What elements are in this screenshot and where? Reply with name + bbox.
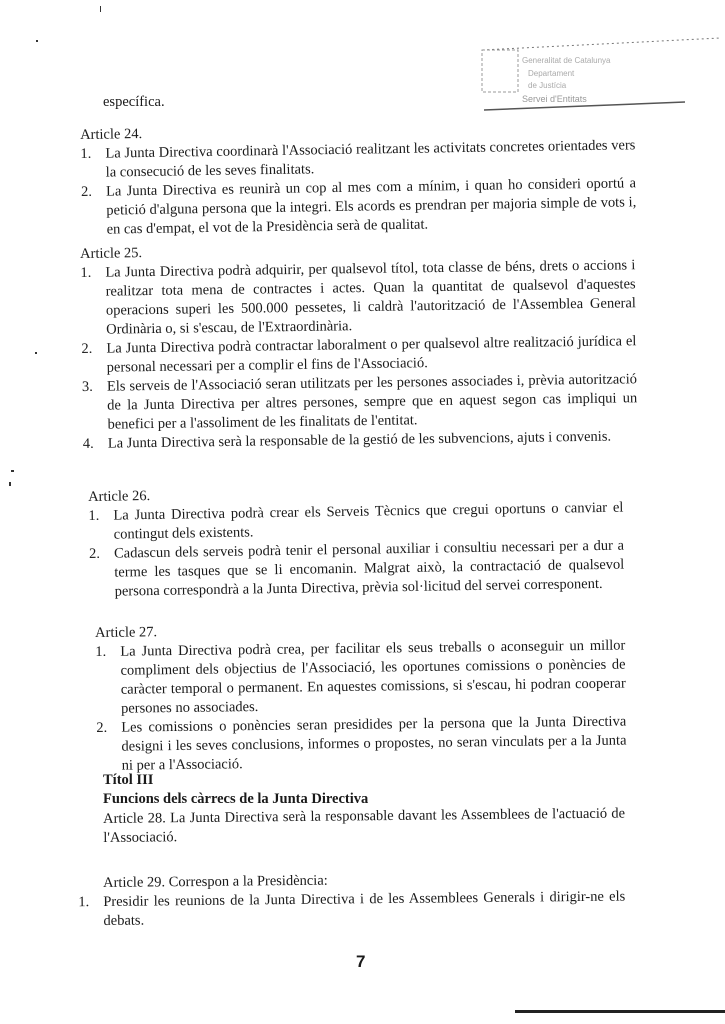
- section-title: Títol III: [103, 772, 154, 788]
- item-text: Presidir les reunions de la Junta Directiva i de les Assemblees Generals i dirigir-ne els debats.: [103, 888, 626, 929]
- list-item: [96, 713, 627, 776]
- scan-edge-line: [515, 1010, 725, 1013]
- scan-speck: [11, 470, 14, 472]
- item-number: 1.: [95, 643, 107, 660]
- item-number: 1.: [78, 894, 90, 911]
- article-heading: Article 29. Correspon a la Presidència:: [103, 872, 328, 891]
- scan-speck: [35, 352, 37, 354]
- article-heading: Article 26.: [88, 488, 151, 505]
- article-28: [103, 805, 625, 848]
- item-number: 2.: [88, 545, 101, 562]
- article-27: [95, 618, 627, 776]
- list-item: [81, 174, 637, 240]
- item-text: La Junta Directiva podrà contractar laboralment o per qualsevol altre realització jurídica el personal necessari per a complir el fins de l'Associació.: [106, 333, 637, 376]
- list-item: [82, 370, 638, 435]
- item-text: La Junta Directiva podrà crea, per facilitar els seus treballs o aconseguir un millor compliment dels objectius de l'Associació, les oportunes comissions o ponències de caràcter temporal o permanent. En aquestes comissions, si s'escau, hi podran cooperar persones no associades.: [120, 637, 626, 717]
- article-25: [80, 237, 638, 454]
- stamp-line-1: Generalitat de Catalunya: [522, 56, 611, 65]
- stamp-line-2: Departament: [528, 69, 575, 78]
- section-subtitle: Funcions dels càrrecs de la Junta Directiva: [103, 791, 369, 807]
- list-item: [80, 256, 636, 340]
- article-heading: Article 24.: [80, 126, 143, 143]
- registry-stamp: [470, 30, 725, 120]
- item-text: La Junta Directiva es reunirà un cop al mes com a mínim, i quan ho consideri oportú a petició d'alguna persona que la integri. Els acords es prendran per majoria simple de vots i, en cas d'empat, el vot de la Presidència serà de qualitat.: [105, 175, 637, 238]
- stamp-line-3: de Justícia: [528, 81, 567, 90]
- page-number: 7: [356, 952, 366, 971]
- item-text: La Junta Directiva serà la responsable de la gestió de les subvencions, ajuts i convenis.: [107, 428, 612, 452]
- scan-speck: [100, 6, 101, 12]
- item-number: 1.: [88, 507, 100, 524]
- article-text: Article 28. La Junta Directiva serà la responsable davant les Assemblees de l'actuació de l'Associació.: [103, 805, 626, 846]
- item-number: 2.: [96, 719, 108, 736]
- item-number: 2.: [81, 340, 93, 357]
- intro-text: específica.: [103, 94, 165, 110]
- item-text: Cadascun dels serveis podrà tenir el personal auxiliar i consultiu necessari per a dur a terme les tasques que se li encomanin. Malgrat això, la contractació de qualsevol persona correspondrà a la Junta Directiva, prèvia sol·licitud del servei corresponent.: [113, 537, 625, 600]
- item-text: La Junta Directiva podrà adquirir, per qualsevol títol, tota classe de béns, drets o accions i realitzar tota mena de contractes i actes. Quan la quantitat de qualsevol d'aquestes operacions superi les 500.000 pessetes, li caldrà l'autorització de l'Assemblea General Ordinària o, si s'escau, de l'Extraordinària.: [105, 257, 636, 338]
- article-26: [88, 480, 625, 602]
- item-text: La Junta Directiva podrà crear els Serveis Tècnics que cregui oportuns o canviar el contingut dels existents.: [113, 499, 624, 543]
- item-number: 3.: [81, 378, 93, 395]
- item-number: 4.: [82, 435, 94, 452]
- article-heading: Article 27.: [95, 624, 158, 641]
- article-heading: Article 25.: [80, 245, 143, 262]
- list-item: [78, 888, 625, 932]
- item-text: Els serveis de l'Associació seran utilitzats per les persones associades i, prèvia autorització de la Junta Directiva per altres persones, sempre que en aquest segon cas impliqui un benefici per a l'assoliment de les finalitats de l'entitat.: [106, 371, 638, 433]
- scan-speck: [36, 40, 38, 42]
- item-number: 1.: [80, 145, 92, 162]
- article-24: [80, 117, 637, 240]
- list-item: [95, 637, 626, 719]
- item-number: 1.: [80, 264, 92, 281]
- item-text: La Junta Directiva coordinarà l'Associació realitzant les activitats concretes orientades vers la consecució de les seves finalitats.: [105, 137, 636, 181]
- item-number: 2.: [80, 183, 93, 200]
- list-item: [89, 537, 625, 602]
- item-text: Les comissions o ponències seran presidides per la persona que la Junta Directiva designi i les seves conclusions, informes o propostes, no seran vinculats per a la Junta ni per a l'Associació.: [121, 713, 627, 774]
- scan-speck: [9, 482, 11, 486]
- stamp-line-4: Servei d'Entitats: [522, 94, 587, 104]
- article-29: [78, 869, 626, 931]
